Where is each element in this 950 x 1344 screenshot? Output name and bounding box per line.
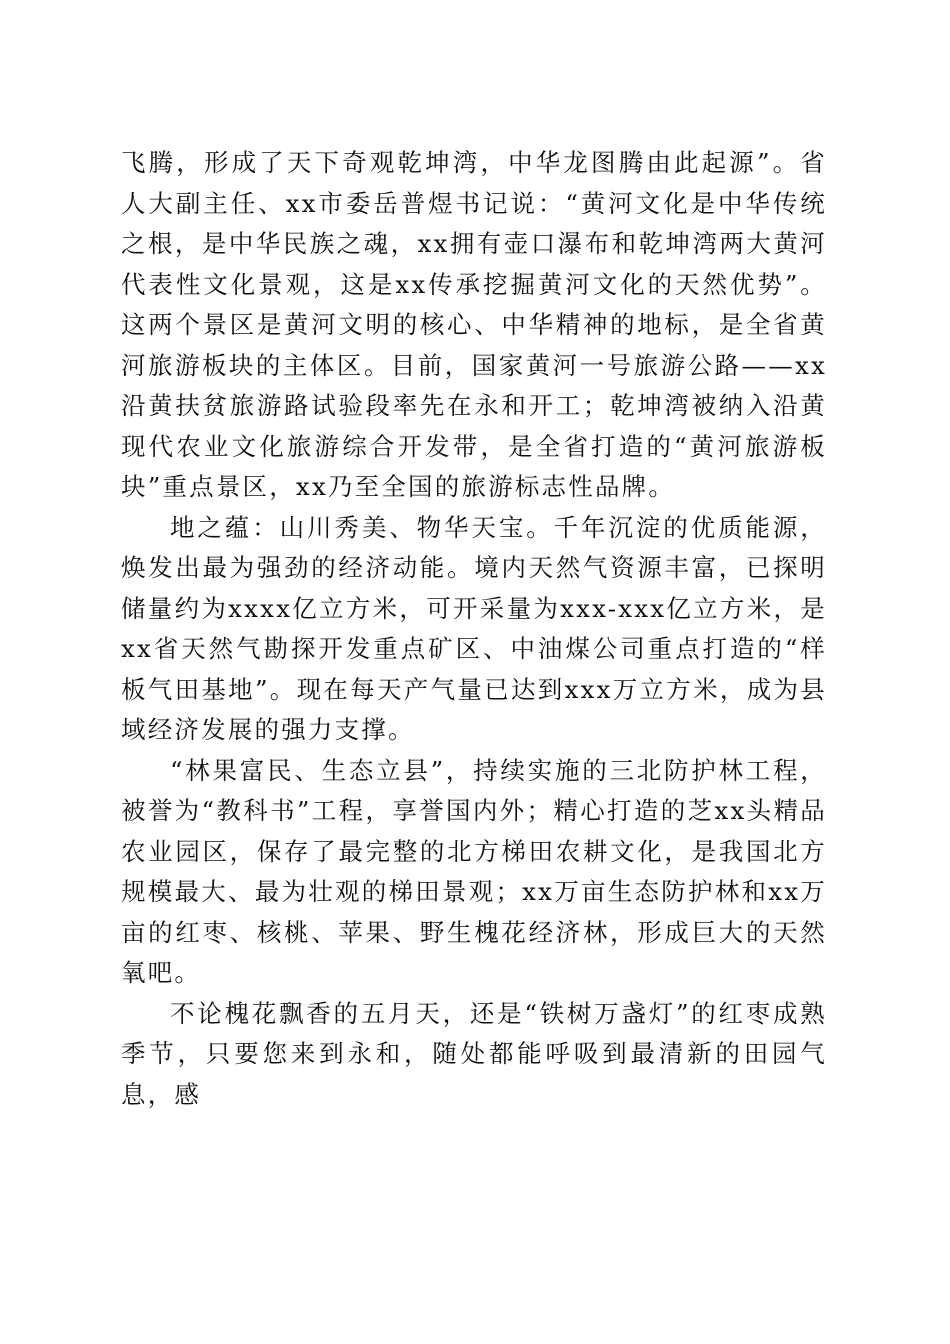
document-body bbox=[121, 143, 827, 1115]
paragraph-forestry-ecology: “林果富民、生态立县”，持续实施的三北防护林工程，被誉为“教科书”工程，享誉国内外；精心打造的芝xx头精品农业园区，保存了最完整的北方梯田农耕文化，是我国北方规模最大、最为壮观的梯田景观；xx万亩生态防护林和xx万亩的红枣、核桃、苹果、野生槐花经济林，形成巨大的天然氧吧。 bbox=[121, 755, 827, 987]
paragraph-seasons: 不论槐花飘香的五月天，还是“铁树万盏灯”的红枣成熟季节，只要您来到永和，随处都能呼吸到最清新的田园气息，感 bbox=[121, 998, 827, 1109]
paragraph-natural-gas: 地之蕴：山川秀美、物华天宝。千年沉淀的优质能源，焕发出最为强劲的经济动能。境内天然气资源丰富，已探明储量约为xxxx亿立方米，可开采量为xxx-xxx亿立方米，是xx省天然气勘探开发重点矿区、中油煤公司重点打造的“样板气田基地”。现在每天产气量已达到xxx万立方米，成为县域经济发展的强力支撑。 bbox=[121, 512, 827, 744]
paragraph-yellow-river-culture: 飞腾，形成了天下奇观乾坤湾，中华龙图腾由此起源”。省人大副主任、xx市委岳普煜书记说：“黄河文化是中华传统之根，是中华民族之魂，xx拥有壶口瀑布和乾坤湾两大黄河代表性文化景观，这是xx传承挖掘黄河文化的天然优势”。这两个景区是黄河文明的核心、中华精神的地标，是全省黄河旅游板块的主体区。目前，国家黄河一号旅游公路——xx沿黄扶贫旅游路试验段率先在永和开工；乾坤湾被纳入沿黄现代农业文化旅游综合开发带，是全省打造的“黄河旅游板块”重点景区，xx乃至全国的旅游标志性品牌。 bbox=[121, 148, 827, 501]
